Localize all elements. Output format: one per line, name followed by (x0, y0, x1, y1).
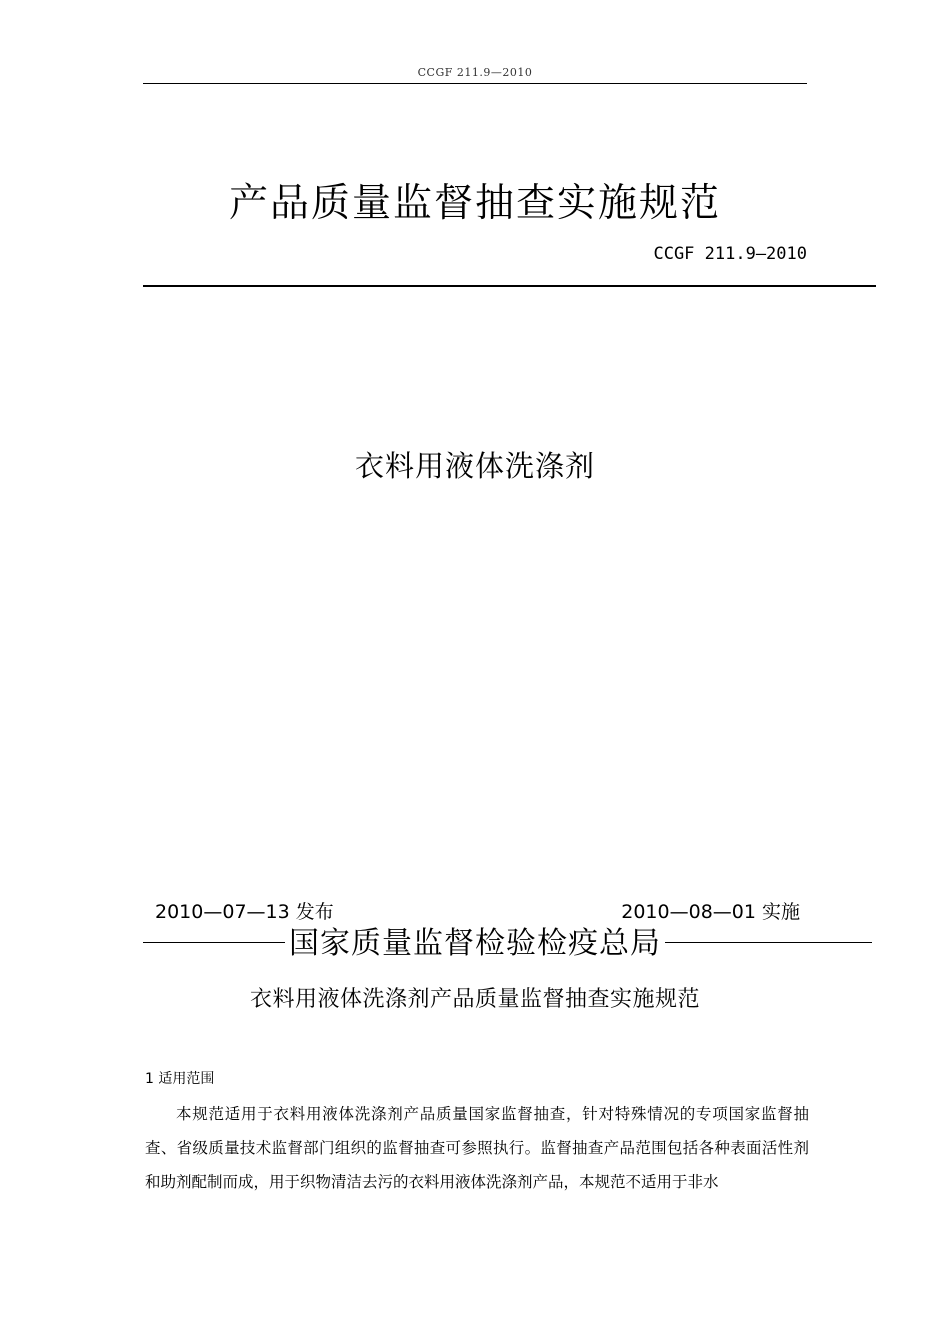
document-title: 衣料用液体洗涤剂产品质量监督抽查实施规范 (249, 987, 700, 1012)
product-name: 衣料用液体洗涤剂 (354, 449, 595, 483)
header-divider (143, 83, 807, 84)
running-header-code: CCGF 211.9—2010 (417, 66, 533, 79)
section-paragraph: 本规范适用于衣料用液体洗涤剂产品质量国家监督抽查，针对特殊情况的专项国家监督抽查、省级质量技术监督部门组织的监督抽查可参照执行。监督抽查产品范围包括各种表面活性剂和助剂配制而成，用于织物清洁去污的衣料用液体洗涤剂产品，本规范不适用于非水 (145, 1105, 809, 1191)
section-heading: 1 适用范围 (145, 1071, 215, 1087)
cover-divider (143, 285, 876, 287)
cover-title: 产品质量监督抽查实施规范 (228, 181, 721, 226)
issuer-name: 国家质量监督检验检疫总局 (285, 926, 665, 961)
issuer-block (0, 926, 950, 962)
standard-number: CCGF 211.9—2010 (653, 244, 807, 264)
release-date: 2010—07—13 发布 (155, 901, 334, 923)
effective-date: 2010—08—01 实施 (621, 901, 800, 923)
